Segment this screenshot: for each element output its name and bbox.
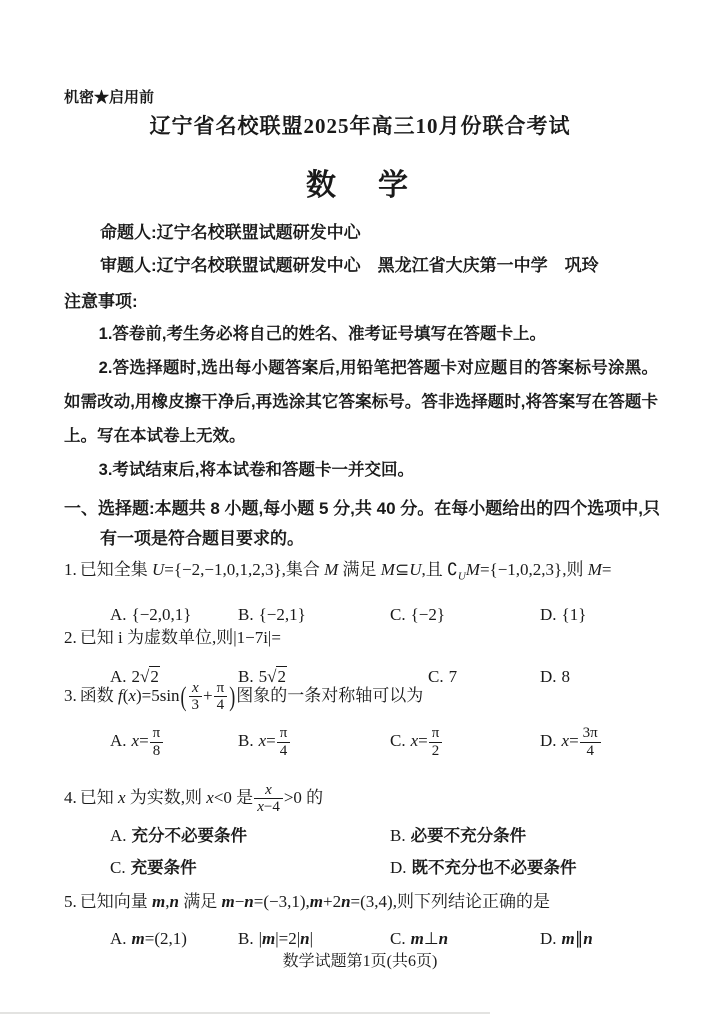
option-label: A. (110, 826, 127, 846)
option-label: B. (238, 605, 254, 625)
option-label: B. (238, 731, 254, 751)
option-value: x= $\frac{\pi}{8}$ (132, 731, 165, 750)
scan-artifact-line (0, 1012, 490, 1014)
option-value: {−2,1} (258, 605, 306, 625)
option-value: 2√2 (131, 667, 159, 686)
option-value: m=(2,1) (131, 929, 187, 948)
option-label: C. (390, 605, 406, 625)
question-1-stem (64, 556, 660, 590)
option-label: D. (540, 667, 557, 686)
question-5-text: 已知向量 m,n 满足 m−n=(−3,1),m+2n=(3,4),则下列结论正确的是 (79, 892, 550, 911)
setter-line: 命题人:辽宁名校联盟试题研发中心 (100, 223, 361, 242)
option-value: 5√2 (258, 667, 286, 686)
question-3-number: 3. (64, 685, 77, 705)
reviewer-line: 审题人:辽宁名校联盟试题研发中心 黑龙江省大庆第一中学 巩玲 (100, 256, 599, 275)
question-1-text: 已知全集 U={−2,−1,0,1,2,3},集合 M 满足 M⊆U,且 $∁_UM=\{-1,0,2,3\}$,则 M= (79, 560, 612, 583)
option-label: A. (110, 731, 127, 751)
option-label: C. (110, 858, 126, 878)
question-4-stem (64, 782, 660, 815)
option-value: |m|=2|n| (258, 929, 314, 948)
section-one-heading: 一、选择题:本题共 8 小题,每小题 5 分,共 40 分。在每小题给出的四个选项中,只有一项是符合题目要求的。 (64, 499, 660, 548)
option-label: C. (390, 731, 406, 751)
option-label: B. (390, 826, 406, 846)
option-value: m∥n (561, 929, 593, 948)
question-2-text: 已知 i 为虚数单位,则|1−7i|= (79, 628, 281, 647)
question-1 (64, 556, 660, 628)
option-value: x= $\frac{3\pi}{4}$ (562, 731, 602, 750)
question-3-options (110, 725, 660, 758)
question-4 (64, 782, 660, 881)
question-3-option-d (540, 725, 660, 758)
notice-item-1: 1.答卷前,考生务必将自己的姓名、准考证号填写在答题卡上。 (98, 325, 546, 343)
exam-title: 辽宁省名校联盟2025年高三10月份联合考试 (149, 114, 571, 138)
option-value: {−2,0,1} (131, 605, 192, 625)
notice-title: 注意事项: (64, 292, 138, 311)
notice-item-2: 2.答选择题时,选出每小题答案后,用铅笔把答题卡对应题目的答案标号涂黑。如需改动,用橡皮擦干净后,再选涂其它答案标号。答非选择题时,将答案写在答题卡上。写在本试卷上无效。 (64, 359, 658, 445)
option-value: 必要不充分条件 (410, 827, 527, 846)
question-3-option-a (110, 725, 238, 758)
option-label: B. (238, 667, 254, 686)
option-value: {−2} (410, 605, 446, 625)
page-footer: 数学试题第1页(共6页) (282, 953, 438, 970)
option-value: 既不充分也不必要条件 (411, 859, 577, 878)
authors-block (100, 216, 599, 282)
option-value: 充要条件 (130, 859, 197, 878)
question-4-options (110, 823, 660, 881)
option-label: B. (238, 929, 254, 948)
question-3-option-c (390, 725, 540, 758)
question-4-text: 已知 x 为实数,则 x<0 是 $\frac{x}{x-4}$ >0 的 (79, 782, 324, 816)
question-3-text: 函数 f(x)=5sin( $\frac{x}{3}$ + $\frac{\pi}{4}$ )图象的一条对称轴可以为 (79, 680, 424, 714)
option-label: C. (390, 929, 406, 948)
option-label: C. (428, 667, 444, 686)
subject-title: 数 学 (306, 169, 414, 202)
option-value: m⊥n (410, 929, 449, 948)
option-label: D. (540, 929, 557, 948)
question-2-stem (64, 624, 660, 652)
option-label: A. (110, 605, 127, 625)
classification-label: 机密★启用前 (64, 89, 155, 106)
question-4-option-c (110, 855, 390, 881)
question-4-option-d (390, 855, 660, 881)
question-5-stem (64, 888, 660, 916)
question-3-option-b (238, 725, 390, 758)
question-4-number: 4. (64, 787, 77, 807)
question-1-number: 1. (64, 560, 77, 579)
question-5 (64, 888, 660, 952)
option-value: {1} (561, 605, 587, 625)
question-5-number: 5. (64, 892, 77, 911)
option-value: 充分不必要条件 (131, 827, 248, 846)
option-value: x= $\frac{\pi}{4}$ (259, 731, 292, 750)
option-label: D. (540, 605, 557, 625)
question-3-stem (64, 680, 660, 713)
question-4-option-b (390, 823, 660, 849)
question-2-number: 2. (64, 628, 77, 647)
option-label: A. (110, 929, 127, 948)
notice-item-3: 3.考试结束后,将本试卷和答题卡一并交回。 (98, 461, 414, 479)
option-value: x= $\frac{\pi}{2}$ (411, 731, 444, 750)
question-3 (64, 680, 660, 759)
notice-block (64, 287, 658, 487)
option-label: D. (540, 731, 557, 751)
question-4-option-a (110, 823, 390, 849)
option-label: A. (110, 667, 127, 686)
option-label: D. (390, 858, 407, 878)
option-value: 7 (448, 667, 458, 686)
option-value: 8 (561, 667, 571, 686)
